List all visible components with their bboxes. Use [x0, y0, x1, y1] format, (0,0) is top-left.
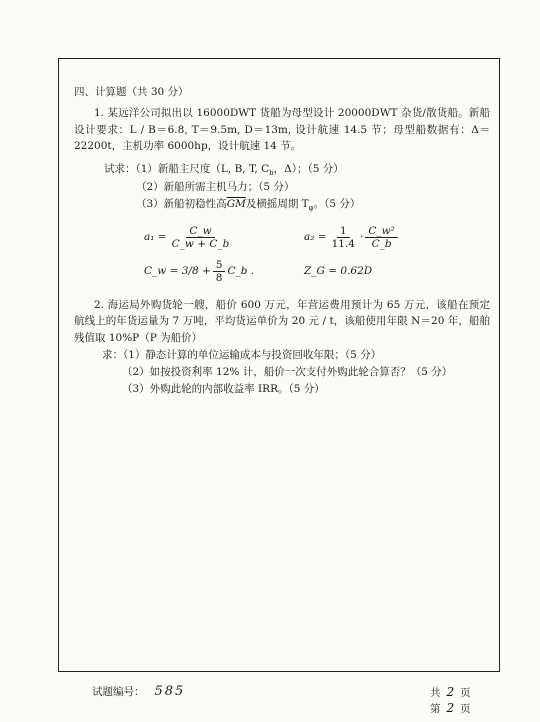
- formula-a1-num: C_w: [186, 225, 214, 238]
- current-page-post: 页: [460, 703, 471, 716]
- q2-item1: 求：（1）静态计算的单位运输成本与投资回收年限；（5 分）: [102, 348, 382, 361]
- total-pages: [430, 684, 471, 700]
- formula-a2: [304, 225, 464, 250]
- formula-a1: [144, 225, 304, 250]
- formula-a2-num2: C_w²: [365, 225, 397, 238]
- q1-item3-pre: （3）新船初稳性高: [136, 198, 227, 211]
- q1-item3-gm: $\overline{GM}$: [226, 198, 246, 211]
- total-pages-pre: 共: [430, 687, 441, 699]
- formula-cw-fraction: [213, 259, 226, 284]
- exam-code-value: 585: [154, 684, 186, 699]
- exam-code: [92, 684, 185, 699]
- q1-item3-post: 及横摇周期 T: [245, 198, 309, 211]
- formula-cw: [144, 259, 304, 284]
- formula-a1-lhs: a₁ =: [144, 231, 167, 244]
- formula-a2-fraction-2: [365, 225, 397, 250]
- formula-a2-num1: 1: [337, 225, 350, 238]
- current-page: [430, 700, 471, 716]
- current-page-value: 2: [446, 701, 455, 716]
- formula-cw-den: 8: [215, 272, 223, 285]
- current-page-pre: 第: [430, 703, 441, 716]
- formula-cw-num: 5: [213, 259, 226, 272]
- q1-item2: （2）新船所需主机马力；（5 分）: [136, 181, 295, 194]
- exam-code-label: 试题编号：: [92, 686, 145, 698]
- formula-a2-den2: C_b: [371, 238, 392, 251]
- formula-a2-lhs: a₂ =: [304, 231, 327, 244]
- formula-row-2: [144, 255, 490, 289]
- page-count: [430, 684, 471, 716]
- q2-item3: （3）外购此轮的内部收益率 IRR。（5 分）: [122, 382, 325, 395]
- q1-item1-tail: ，Δ）；（5 分）: [273, 163, 344, 176]
- formula-cw-lhs: C_w = 3/8 +: [144, 265, 211, 278]
- q1-item1-text: 试求：（1）新船主尺度（L, B, T, C: [104, 163, 270, 176]
- formula-a2-fraction-1: [329, 225, 358, 250]
- formula-zg: [304, 263, 464, 280]
- q1-item3-end: 。（5 分）: [313, 198, 361, 211]
- formula-zg-text: Z_G = 0.62D: [304, 265, 373, 278]
- formula-a2-dot: ·: [360, 231, 364, 244]
- total-pages-value: 2: [446, 685, 455, 699]
- q2-intro: 2. 海运局外购货轮一艘，船价 600 万元，年营运费用预计为 65 万元，该船在预定航线上的年货运量为 7 万吨，平均货运单价为 20 元 / t，该船使用年限 N＝20 年，船舶残值取 10%P（P 为船价）: [74, 298, 490, 345]
- q1-item1: 试求：（1）新船主尺度（L, B, T, $C_b$，Δ）；（5 分）: [104, 163, 344, 178]
- formula-row-1: [144, 221, 490, 255]
- formula-a1-den: C_w + C_b: [171, 238, 230, 251]
- formula-a1-fraction: [169, 225, 233, 250]
- formula-a2-den1: 11.4: [331, 238, 355, 251]
- formula-cw-tail: C_b .: [227, 265, 255, 278]
- q1-item3: （3）新船初稳性高$\overline{GM}$及横摇周期 $T_\varphi$。（5 分）: [136, 198, 361, 213]
- exam-content: [74, 84, 490, 397]
- q2-item2: （2）如按投资利率 12% 计，船价一次支付外购此轮合算否？（5 分）: [122, 365, 453, 378]
- section-header: 四、计算题（共 30 分）: [74, 86, 189, 98]
- formula-block: [144, 221, 490, 289]
- q1-intro: 1. 某远洋公司拟出以 16000DWT 货船为母型设计 20000DWT 杂货/散货船。新船设计要求：L / B＝6.8, T＝9.5m, D＝13m, 设计航速 14.5 节；母型船数据有：Δ＝22200t，主机功率 6000hp，设计航速 14 节。: [74, 106, 490, 153]
- total-pages-post: 页: [460, 687, 471, 699]
